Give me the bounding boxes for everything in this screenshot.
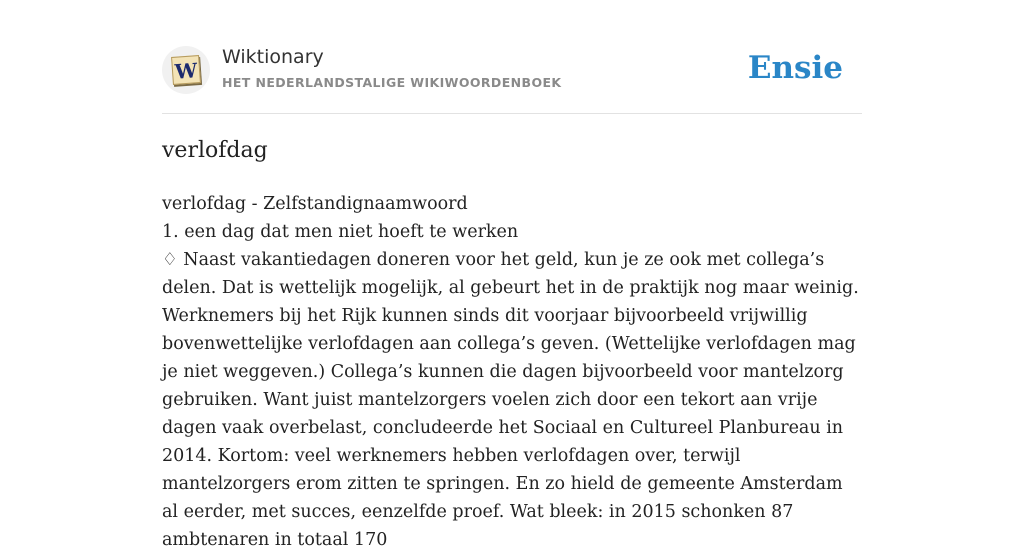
part-of-speech-line: verlofdag - Zelfstandignaamwoord [162, 194, 468, 214]
site-title[interactable]: Wiktionary [222, 46, 324, 68]
header-divider [162, 113, 862, 114]
logo-letter: W [174, 58, 199, 84]
entry-title: verlofdag [162, 138, 268, 163]
wiktionary-logo-icon[interactable] [162, 46, 210, 94]
ensie-brand-logo[interactable]: Ensie [747, 50, 843, 86]
example-text: ♢ Naast vakantiedagen doneren voor het geld, kun je ze ook met collega’s delen. Dat is wettelijk mogelijk, al gebeurt het in de praktijk nog maar weinig. Werknemers bij het Rijk kunnen sinds dit voorjaar bijvoorbeeld vrijwillig bovenwettelijke verlofdagen aan collega’s geven. (Wettelijke verlofdagen mag je niet weggeven.) Collega’s kunnen die dagen bijvoorbeeld voor mantelzorg gebruiken. Want juist mantelzorgers voelen zich door een tekort aan vrije dagen vaak overbelast, concludeerde het Sociaal en Cultureel Planbureau in 2014. Kortom: veel werknemers hebben verlofdagen over, terwijl mantelzorgers erom zitten te springen. En zo hield de gemeente Amsterdam al eerder, met succes, eenzelfde proef. Wat bleek: in 2015 schonken 87 ambtenaren in totaal 170 [162, 250, 859, 550]
entry-content [162, 190, 862, 554]
site-header [162, 46, 862, 98]
logo-tile [171, 55, 201, 85]
definition-line: 1. een dag dat men niet hoeft te werken [162, 222, 519, 242]
site-subtitle: HET NEDERLANDSTALIGE WIKIWOORDENBOEK [222, 75, 562, 90]
